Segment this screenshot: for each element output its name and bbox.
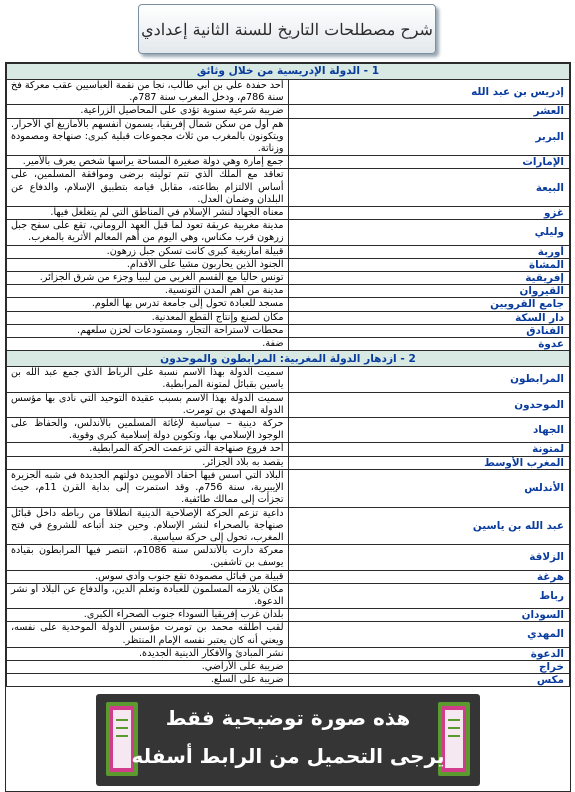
table-row xyxy=(7,660,570,673)
term-cell: الزلاقة xyxy=(288,545,570,570)
definition-cell: حركة دينية – سياسية لإغاثة المسلمين بالأندلس، والحفاظ على الوجود الإسلامي بها، وتكوين دولة إسلامية كبرى وقوية. xyxy=(7,418,289,443)
term-cell: العشر xyxy=(288,105,570,118)
download-watermark xyxy=(96,694,480,786)
page-title xyxy=(138,4,436,54)
term-cell: الدعوة xyxy=(288,647,570,660)
page-title-text: شرح مصطلحات التاريخ للسنة الثانية إعدادي xyxy=(141,19,433,39)
table-row xyxy=(7,80,570,105)
term-cell: البيعة xyxy=(288,169,570,207)
definition-cell: أحد حفدة علي بن أبي طالب، نجا من نقمة العباسيين عقب معركة فخ سنة 786م، ودخل المغرب سنة 787م. xyxy=(7,80,289,105)
definition-cell: معركة دارت بالأندلس سنة 1086م، انتصر فيها المرابطون بقيادة يوسف بن تاشفين. xyxy=(7,545,289,570)
definition-cell: أحد فروع صنهاجة التي تزعمت الحركة المرابطية. xyxy=(7,443,289,456)
term-cell: وليلي xyxy=(288,220,570,245)
table-row xyxy=(7,583,570,608)
definition-cell: مسجد للعبادة تحول إلى جامعة تدرس بها العلوم. xyxy=(7,298,289,311)
table-row xyxy=(7,338,570,351)
definition-cell: البلاد التي أسس فيها أحفاد الأمويين دولتهم الجديدة في شبه الجزيرة الإيبيرية، سنة 756م. وقد استمرت إلى بداية القرن 11م، حيث تجزأت إلى ممالك طائفية. xyxy=(7,469,289,507)
term-cell: إدريس بن عبد الله xyxy=(288,80,570,105)
term-cell: أوربة xyxy=(288,245,570,258)
definition-cell: سميت الدولة بهذا الاسم بسبب عقيدة التوحيد التي نادى بها مؤسس الدولة المهدي بن تومرت. xyxy=(7,392,289,417)
section-heading-row xyxy=(7,64,570,80)
definition-cell: مكان يلازمه المسلمون للعبادة وتعلم الدين، والدفاع عن البلاد أو نشر الدعوة. xyxy=(7,583,289,608)
term-cell: البربر xyxy=(288,118,570,156)
term-cell: غزو xyxy=(288,207,570,220)
term-cell: المهدي xyxy=(288,622,570,647)
section-heading: 1 - الدولة الإدريسية من خلال وثائق xyxy=(7,64,570,80)
table-row xyxy=(7,418,570,443)
glossary-table xyxy=(6,63,570,687)
table-row xyxy=(7,169,570,207)
section-heading-row xyxy=(7,351,570,367)
term-cell: عدوة xyxy=(288,338,570,351)
definition-cell: قبيلة من قبائل مصمودة تقع جنوب وادي سوس. xyxy=(7,570,289,583)
definition-cell: مكان لصنع وإنتاج القطع المعدنية. xyxy=(7,311,289,324)
term-cell: خراج xyxy=(288,660,570,673)
term-cell: الفنادق xyxy=(288,324,570,337)
section-heading: 2 - ازدهار الدولة المغربية: المرابطون والموحدون xyxy=(7,351,570,367)
term-cell: الموحدون xyxy=(288,392,570,417)
table-row xyxy=(7,156,570,169)
glossary-sheet xyxy=(5,62,571,792)
term-cell: المرابطون xyxy=(288,367,570,392)
term-cell: رباط xyxy=(288,583,570,608)
definition-cell: يقصد به بلاد الجزائر. xyxy=(7,456,289,469)
definition-cell: جمع إمارة وهي دولة صغيرة المساحة يرأسها شخص يعرف بالأمير. xyxy=(7,156,289,169)
watermark-line-1: هذه صورة توضيحية فقط xyxy=(165,706,411,730)
definition-cell: لقب أطلقه محمد بن تومرت مؤسس الدولة الموحدية على نفسه، ويعني أنه كان يعتبر نفسه الإمام المنتظر. xyxy=(7,622,289,647)
table-row xyxy=(7,272,570,285)
table-row xyxy=(7,392,570,417)
term-cell: السودان xyxy=(288,609,570,622)
term-cell: الجهاد xyxy=(288,418,570,443)
glossary-body xyxy=(7,64,570,687)
table-row xyxy=(7,298,570,311)
definition-cell: تعاقد مع الملك الذي تتم توليته برضى وموافقة المسلمين، على أساس الالتزام بطاعته، مقابل قيامه بتطبيق الإسلام، والدفاع عن البلدان وضمان العدل. xyxy=(7,169,289,207)
definition-cell: قبيلة أمازيغية كبرى كانت تسكن جبل زرهون. xyxy=(7,245,289,258)
term-cell: القيروان xyxy=(288,285,570,298)
table-row xyxy=(7,207,570,220)
term-cell: مكس xyxy=(288,674,570,687)
definition-cell: هم أول من سكن شمال إفريقيا، يسمون أنفسهم بالأمازيغ أي الأحرار. ويتكونون بالمغرب من ثلاث مجموعات قبلية كبرى: صنهاجة ومصمودة وزناتة. xyxy=(7,118,289,156)
table-row xyxy=(7,674,570,687)
table-row xyxy=(7,545,570,570)
table-row xyxy=(7,285,570,298)
term-cell: جامع القرويين xyxy=(288,298,570,311)
table-row xyxy=(7,324,570,337)
term-cell: عبد الله بن ياسين xyxy=(288,507,570,545)
table-row xyxy=(7,367,570,392)
table-row xyxy=(7,507,570,545)
term-cell: إفريقية xyxy=(288,272,570,285)
table-row xyxy=(7,570,570,583)
term-cell: الإمارات xyxy=(288,156,570,169)
definition-cell: سميت الدولة بهذا الاسم نسبة على الرباط الذي جمع عبد الله بن ياسين بقبائل لمتونة المرابطية. xyxy=(7,367,289,392)
table-row xyxy=(7,622,570,647)
definition-cell: محطات لاستراحة التجار، ومستودعات لخزن سلعهم. xyxy=(7,324,289,337)
table-row xyxy=(7,245,570,258)
definition-cell: مدينة من أهم المدن التونسية. xyxy=(7,285,289,298)
definition-cell: بلدان غرب إفريقيا السوداء جنوب الصحراء الكبرى. xyxy=(7,609,289,622)
table-row xyxy=(7,118,570,156)
term-cell: هرغة xyxy=(288,570,570,583)
definition-cell: معناه الجهاد لنشر الإسلام في المناطق التي لم يتغلغل فيها. xyxy=(7,207,289,220)
table-row xyxy=(7,469,570,507)
watermark-line-2: يرجى التحميل من الرابط أسفله xyxy=(131,744,445,768)
table-row xyxy=(7,456,570,469)
table-row xyxy=(7,443,570,456)
table-row xyxy=(7,647,570,660)
term-cell: المشاة xyxy=(288,258,570,271)
table-row xyxy=(7,311,570,324)
table-row xyxy=(7,609,570,622)
definition-cell: تونس حاليا مع القسم الغربي من ليبيا وجزء من شرق الجزائر. xyxy=(7,272,289,285)
definition-cell: ضريبة شرعية سنوية تؤدى على المحاصيل الزراعية. xyxy=(7,105,289,118)
term-cell: الأندلس xyxy=(288,469,570,507)
definition-cell: الجنود الذين يحاربون مشيا على الأقدام. xyxy=(7,258,289,271)
definition-cell: نشر المبادئ والأفكار الدينية الجديدة. xyxy=(7,647,289,660)
definition-cell: ضفة. xyxy=(7,338,289,351)
table-row xyxy=(7,105,570,118)
term-cell: المغرب الأوسط xyxy=(288,456,570,469)
table-row xyxy=(7,258,570,271)
definition-cell: مدينة مغربية عريقة تعود لما قبل العهد الروماني، تقع على سفح جبل زرهون قرب مكناس، وهي اليوم من أهم المعالم الأثرية بالمغرب. xyxy=(7,220,289,245)
definition-cell: ضريبة على الأراضي. xyxy=(7,660,289,673)
definition-cell: ضريبة على السلع. xyxy=(7,674,289,687)
term-cell: دار السكة xyxy=(288,311,570,324)
term-cell: لمتونة xyxy=(288,443,570,456)
definition-cell: داعية تزعم الحركة الإصلاحية الدينية انطلاقا من رباطه داخل قبائل صنهاجة بالصحراء لنشر الإسلام. وحين جند أتباعه للشروع في فتح المغرب، تحول إلى حركة سياسية. xyxy=(7,507,289,545)
table-row xyxy=(7,220,570,245)
